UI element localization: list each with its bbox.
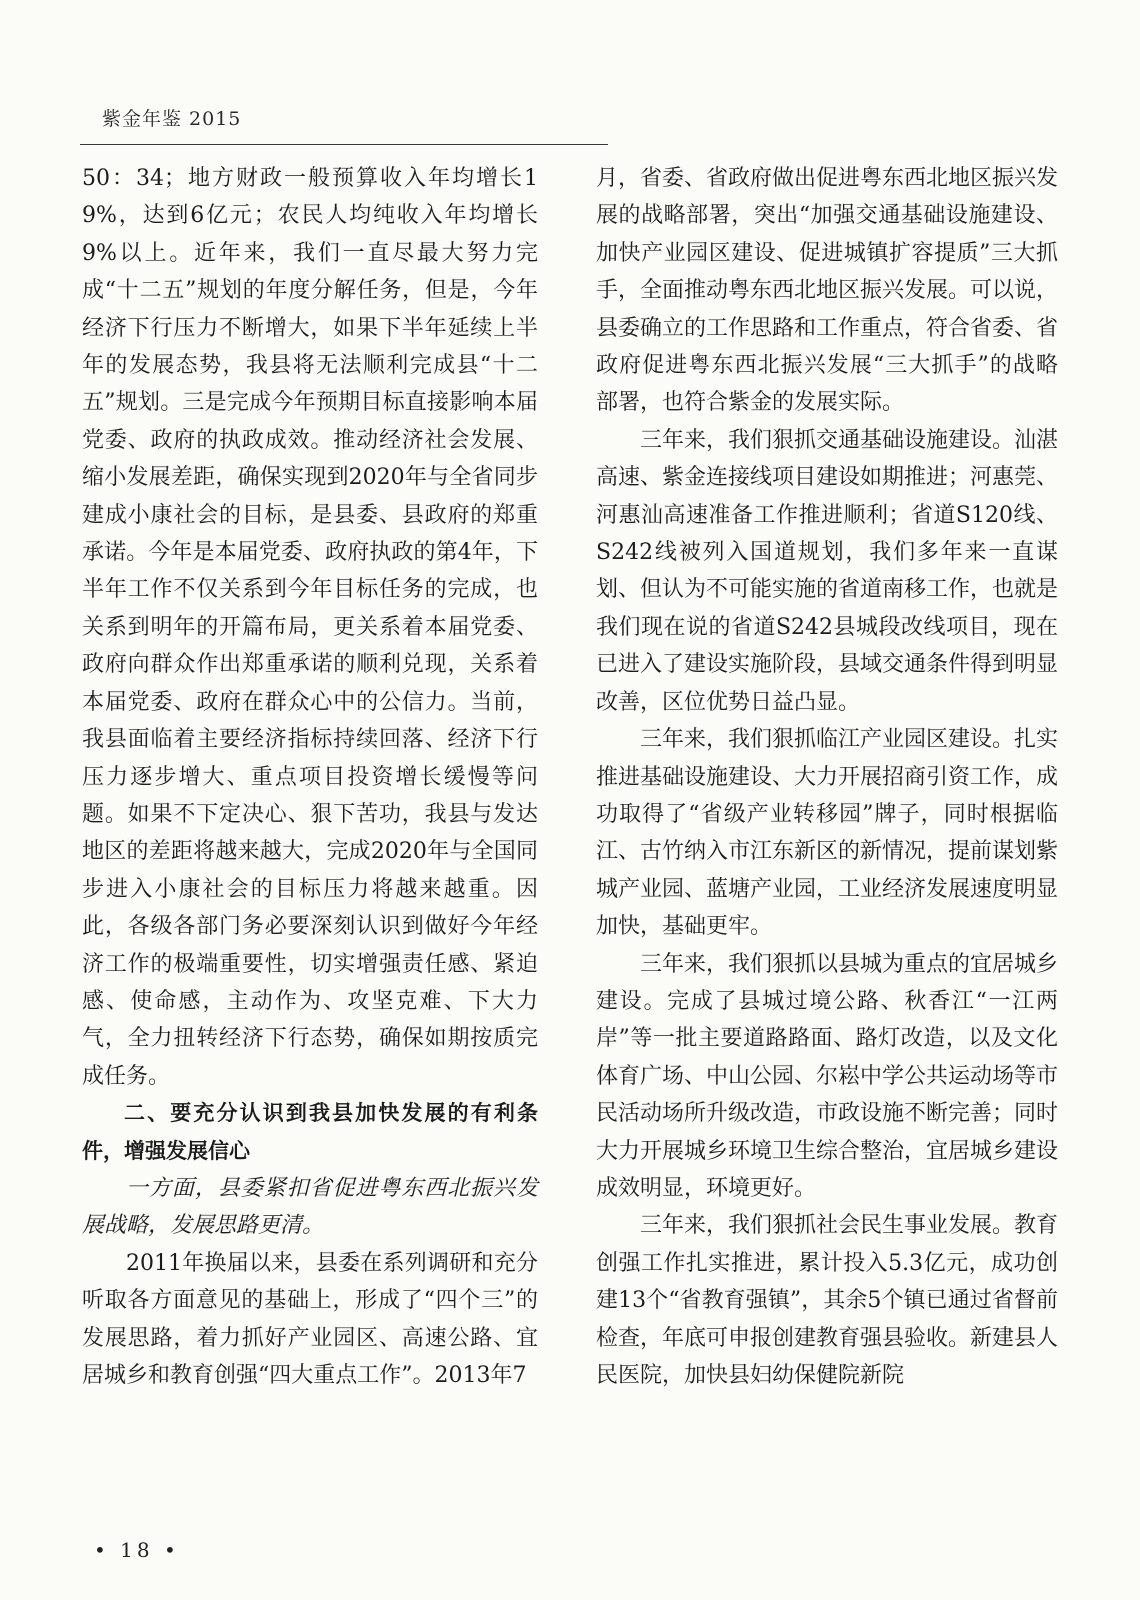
left-column xyxy=(82,160,538,1394)
header-rule xyxy=(80,144,608,145)
paragraph: 月，省委、省政府做出促进粤东西北地区振兴发展的战略部署，突出“加强交通基础设施建设、加快产业园区建设、促进城镇扩容提质”三大抓手，全面推动粤东西北地区振兴发展。可以说，县委确立的工作思路和工作重点，符合省委、省政府促进粤东西北振兴发展“三大抓手”的战略部署，也符合紫金的发展实际。 xyxy=(596,166,1059,416)
paragraph: 三年来，我们狠抓临江产业园区建设。扎实推进基础设施建设、大力开展招商引资工作，成功取得了“省级产业转移园”牌子，同时根据临江、古竹纳入市江东新区的新情况，提前谋划紫城产业园、蓝塘产业园，工业经济发展速度明显加快，基础更牢。 xyxy=(596,727,1059,940)
paragraph: 2011年换届以来，县委在系列调研和充分听取各方面意见的基础上，形成了“四个三”的发展思路，着力抓好产业园区、高速公路、宜居城乡和教育创强“四大重点工作”。2013年7 xyxy=(82,1250,538,1388)
paragraph: 50：34；地方财政一般预算收入年均增长19%，达到6亿元；农民人均纯收入年均增长9%以上。近年来，我们一直尽最大努力完成“十二五”规划的年度分解任务，但是，今年经济下行压力不断增大，如果下半年延续上半年的发展态势，我县将无法顺利完成县“十二五”规划。三是完成今年预期目标直接影响本届党委、政府的执政成效。推动经济社会发展、缩小发展差距，确保实现到2020年与全省同步建成小康社会的目标，是县委、县政府的郑重承诺。今年是本届党委、政府执政的第4年，下半年工作不仅关系到今年目标任务的完成，也关系到明年的开篇布局，更关系着本届党委、政府向群众作出郑重承诺的顺利兑现，关系着本届党委、政府在群众心中的公信力。当前，我县面临着主要经济指标持续回落、经济下行压力逐步增大、重点项目投资增长缓慢等问题。如果不下定决心、狠下苦功，我县与发达地区的差距将越来越大，完成2020年与全国同步进入小康社会的目标压力将越来越重。因此，各级各部门务必要深刻认识到做好今年经济工作的极端重要性，切实增强责任感、紧迫感、使命感，主动作为、攻坚克难、下大力气，全力扭转经济下行态势，确保如期按质完成任务。 xyxy=(82,166,538,1089)
paragraph: 三年来，我们狠抓以县城为重点的宜居城乡建设。完成了县城过境公路、秋香江“一江两岸”等一批主要道路路面、路灯改造，以及文化体育广场、中山公园、尔崧中学公共运动场等市民活动场所升级改造，市政设施不断完善；同时大力开展城乡环境卫生综合整治，宜居城乡建设成效明显，环境更好。 xyxy=(596,951,1059,1201)
running-header: 紫金年鉴 2015 xyxy=(102,108,242,130)
right-column xyxy=(596,160,1058,1394)
lead-paragraph: 一方面，县委紧扣省促进粤东西北振兴发展战略，发展思路更清。 xyxy=(82,1175,538,1239)
page-number: • 18 • xyxy=(94,1538,180,1562)
section-heading: 二、要充分认识到我县加快发展的有利条件，增强发展信心 xyxy=(82,1101,538,1163)
paragraph: 三年来，我们狠抓交通基础设施建设。汕湛高速、紫金连接线项目建设如期推进；河惠莞、河惠汕高速准备工作推进顺利；省道S120线、S242线被列入国道规划，我们多年来一直谋划、但认为不可能实施的省道南移工作，也就是我们现在说的省道S242县城段改线项目，现在已进入了建设实施阶段，县域交通条件得到明显改善，区位优势日益凸显。 xyxy=(596,427,1059,715)
paragraph: 三年来，我们狠抓社会民生事业发展。教育创强工作扎实推进，累计投入5.3亿元，成功创建13个“省教育强镇”，其余5个镇已通过省督前检查，年底可申报创建教育强县验收。新建县人民医院，加快县妇幼保健院新院 xyxy=(596,1213,1059,1388)
